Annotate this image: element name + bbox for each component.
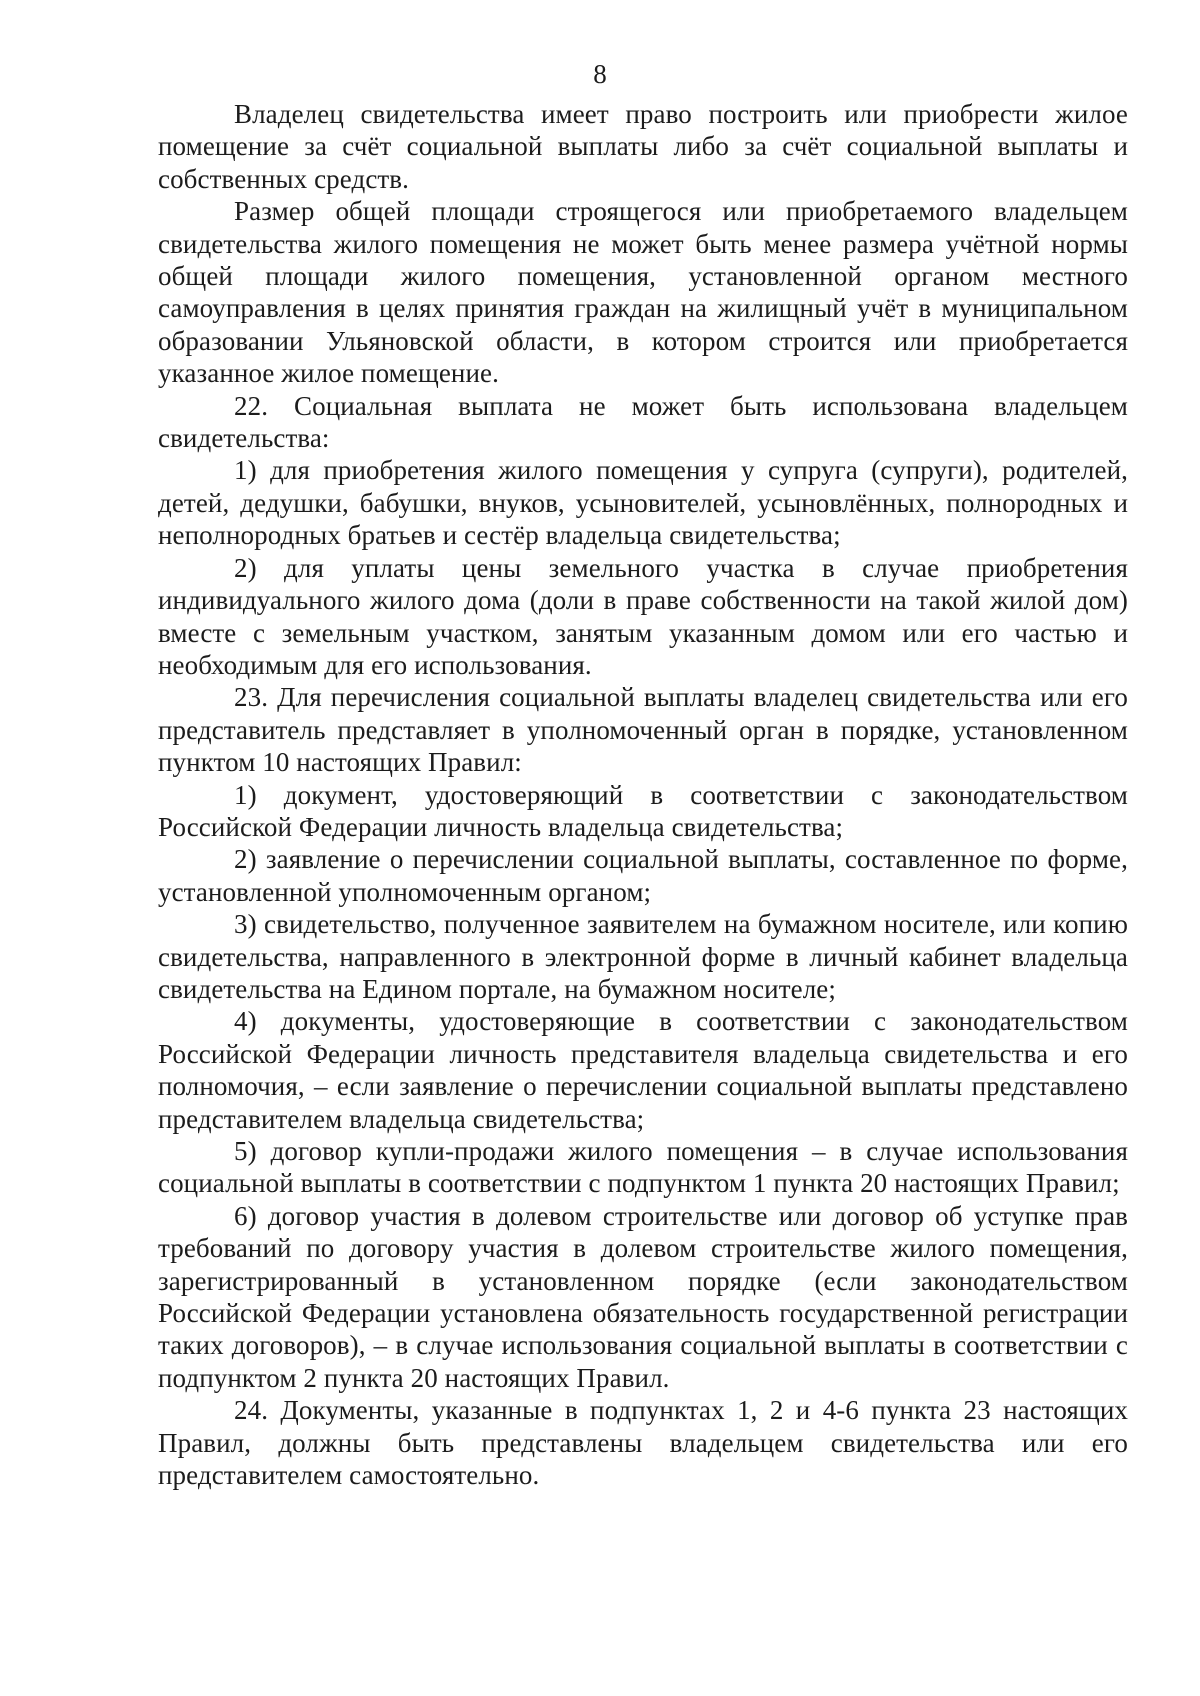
paragraph-23-item-1: 1) документ, удостоверяющий в соответствии с законодательством Российской Федерации личность владельца свидетельства;: [158, 779, 1128, 842]
paragraph-23-item-4: 4) документы, удостоверяющие в соответствии с законодательством Российской Федерации личность представителя владельца свидетельства и его полномочия, – если заявление о перечислении социальной выплаты представлено представителем владельца свидетельства;: [158, 1006, 1128, 1134]
paragraph-22-heading: 22. Социальная выплата не может быть использована владельцем свидетельства:: [158, 390, 1128, 454]
paragraph-owner-right: Владелец свидетельства имеет право построить или приобрести жилое помещение за счёт социальной выплаты либо за счёт социальной выплаты и собственных средств.: [158, 99, 1128, 194]
paragraph-22-item-1: 1) для приобретения жилого помещения у супруга (супруги), родителей, детей, дедушки, бабушки, внуков, усыновителей, усыновлённых, полнородных и неполнородных братьев и сестёр владельца свидетельства;: [158, 455, 1128, 551]
page-number: 8: [593, 59, 607, 89]
paragraph-24: 24. Документы, указанные в подпунктах 1, 2 и 4-6 пункта 23 настоящих Правил, должны быть представлены владельцем свидетельства или его представителем самостоятельно.: [158, 1395, 1128, 1491]
paragraph-23-item-5: 5) договор купли-продажи жилого помещения – в случае использования социальной выплаты в соответствии с подпунктом 1 пункта 20 настоящих Правил;: [158, 1136, 1128, 1199]
paragraph-23-item-2: 2) заявление о перечислении социальной выплаты, составленное по форме, установленной уполномоченным органом;: [158, 844, 1128, 907]
paragraph-22-item-2: 2) для уплаты цены земельного участка в случае приобретения индивидуального жилого дома (доли в праве собственности на такой жилой дом) вместе с земельным участком, занятым указанным домом или его частью и необходимым для его использования.: [158, 552, 1128, 680]
paragraph-23-item-6: 6) договор участия в долевом строительстве или договор об уступке прав требований по договору участия в долевом строительстве жилого помещения, зарегистрированный в установленном порядке (если законодательством Российской Федерации установлена обязательность государственной регистрации таких договоров), – в случае использования социальной выплаты в соответствии с подпунктом 2 пункта 20 настоящих Правил.: [158, 1200, 1128, 1393]
paragraph-23-item-3: 3) свидетельство, полученное заявителем на бумажном носителе, или копию свидетельства, направленного в электронной форме в личный кабинет владельца свидетельства на Едином портале, на бумажном носителе;: [158, 909, 1128, 1004]
paragraph-23-heading: 23. Для перечисления социальной выплаты владелец свидетельства или его представитель представляет в уполномоченный орган в порядке, установленном пунктом 10 настоящих Правил:: [158, 682, 1128, 778]
paragraph-area-size: Размер общей площади строящегося или приобретаемого владельцем свидетельства жилого помещения не может быть менее размера учётной нормы общей площади жилого помещения, установленной органом местного самоуправления в целях принятия граждан на жилищный учёт в муниципальном образовании Ульяновской области, в котором строится или приобретается указанное жилое помещение.: [158, 196, 1128, 389]
document-body: [158, 98, 1128, 1491]
